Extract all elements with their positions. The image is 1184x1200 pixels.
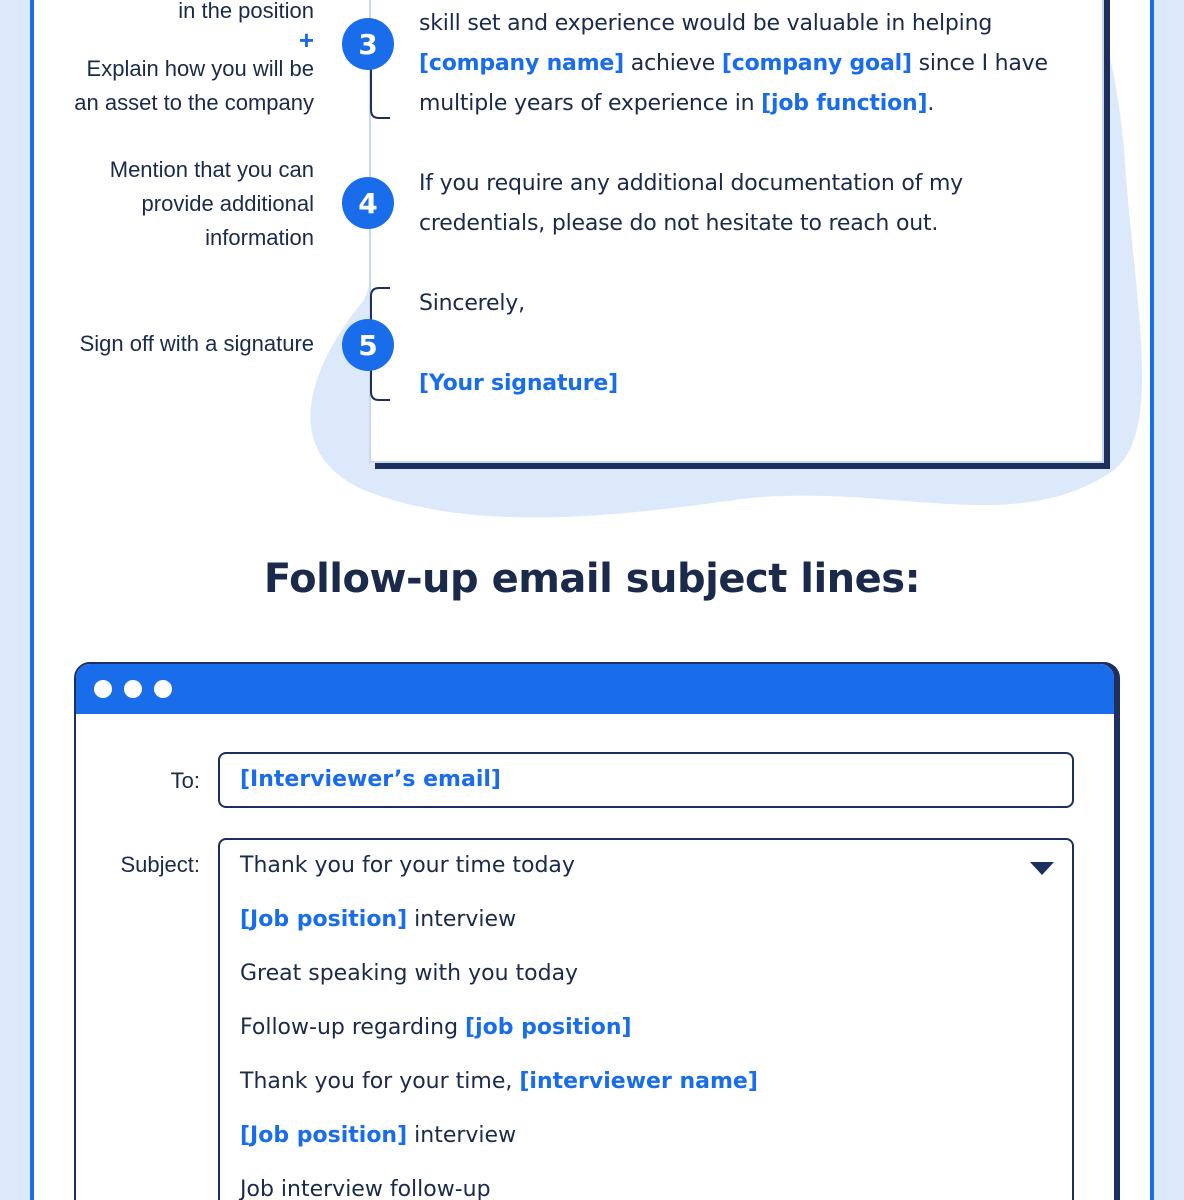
letter-line (419, 204, 1079, 244)
subject-option[interactable] (240, 1069, 758, 1094)
letter-line (419, 84, 1079, 124)
text-segment: interview (407, 1123, 517, 1148)
subject-option[interactable] (240, 907, 516, 932)
step-4-note-line: Mention that you can (109, 157, 314, 182)
placeholder-text: [Job position] (240, 1123, 408, 1148)
step-3-note-line: in the position (178, 0, 314, 23)
text-segment: Thank you for your time, (240, 1069, 520, 1094)
step-3-note-line: Explain how you will be (86, 56, 314, 81)
placeholder-text: [company name] (419, 51, 624, 76)
step-3-letter-text (419, 4, 1079, 124)
step-4-note-line: provide additional (141, 191, 314, 216)
letter-line (419, 284, 1079, 324)
window-dot-icon[interactable] (94, 680, 112, 698)
plus-icon: + (298, 25, 314, 55)
to-input-value: [Interviewer’s email] (240, 767, 501, 792)
step-4-letter-text (419, 164, 1079, 244)
placeholder-text: [interviewer name] (519, 1069, 758, 1094)
placeholder-text: [company goal] (721, 51, 912, 76)
email-window (74, 662, 1116, 1200)
step-3-badge: 3 (342, 18, 394, 70)
subject-option[interactable] (240, 961, 578, 986)
caret-down-icon[interactable] (1030, 862, 1054, 875)
text-segment: achieve (624, 51, 722, 76)
step-3-note-line: an asset to the company (74, 90, 314, 115)
step-5-letter-text (419, 284, 1079, 404)
text-segment: If you require any additional documentation of my (419, 171, 964, 196)
text-segment: credentials, please do not hesitate to reach out. (419, 211, 939, 236)
text-segment: Follow-up regarding (240, 1015, 466, 1040)
subject-option[interactable] (240, 853, 575, 878)
step-4-badge: 4 (342, 177, 394, 229)
infographic-panel (30, 0, 1154, 1200)
text-segment: Sincerely, (419, 291, 525, 316)
subject-option[interactable] (240, 1177, 491, 1200)
step-4-note (110, 153, 314, 255)
text-segment: Job interview follow-up (240, 1177, 491, 1200)
section-heading: Follow-up email subject lines: (263, 556, 921, 602)
subject-dropdown[interactable] (218, 838, 1074, 1200)
text-segment: Thank you for your time today (240, 853, 575, 878)
placeholder-text: [job position] (465, 1015, 632, 1040)
window-dot-icon[interactable] (154, 680, 172, 698)
placeholder-text: [job function] (761, 91, 928, 116)
letter-line (419, 164, 1079, 204)
text-segment: multiple years of experience in (419, 91, 762, 116)
step-5-note-line: Sign off with a signature (79, 331, 314, 356)
letter-line (419, 364, 1079, 404)
text-segment: since I have (911, 51, 1048, 76)
step-5-badge: 5 (342, 319, 394, 371)
placeholder-text: [Job position] (240, 907, 408, 932)
window-dot-icon[interactable] (124, 680, 142, 698)
subject-label: Subject: (120, 852, 200, 877)
placeholder-text: [Your signature] (419, 371, 618, 396)
text-segment: interview (407, 907, 517, 932)
window-titlebar (76, 664, 1114, 714)
to-input[interactable] (218, 752, 1074, 808)
letter-line (419, 4, 1079, 44)
text-segment: Great speaking with you today (240, 961, 579, 986)
to-label: To: (170, 768, 200, 793)
step-4-note-line: information (205, 225, 314, 250)
text-segment: . (927, 91, 935, 116)
letter-spacer (419, 324, 1079, 364)
step-3-note (74, 0, 314, 120)
text-segment: skill set and experience would be valuable in helping (419, 11, 993, 36)
step-5-note (80, 327, 314, 361)
subject-option[interactable] (240, 1015, 632, 1040)
subject-option[interactable] (240, 1123, 516, 1148)
letter-line (419, 44, 1079, 84)
